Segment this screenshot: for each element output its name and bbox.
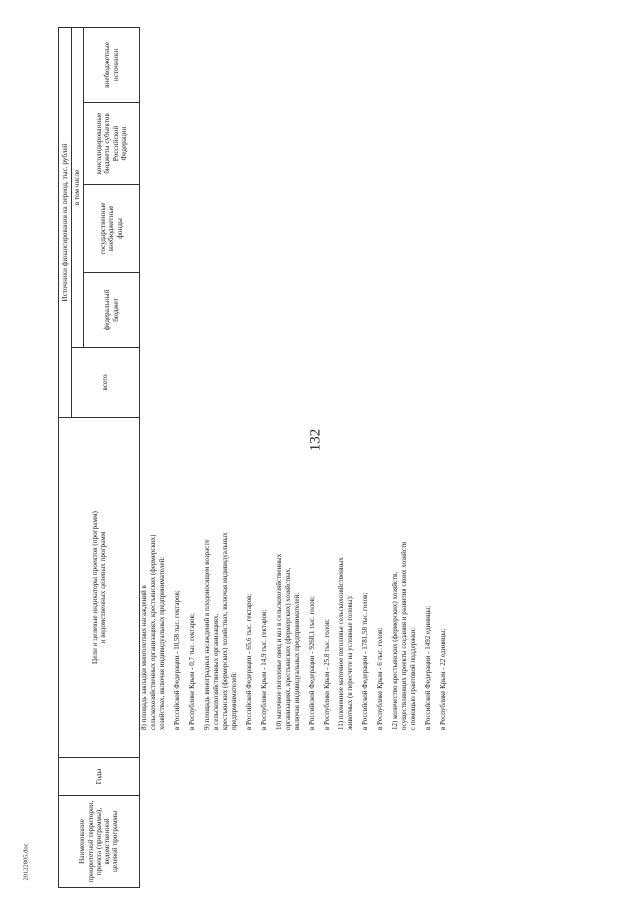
header-regional-line: Российской — [111, 125, 120, 162]
indicator-line: крестьянских (фермерских) хозяйствах, включая индивидуальных — [221, 532, 230, 730]
indicator-item — [260, 400, 269, 730]
header-regional-line: консолидированные — [94, 112, 103, 175]
header-name-line: проекта (программы), — [94, 807, 103, 876]
indicator-line: 9) площадь виноградных насаждений в плодоносящем возрасте — [202, 539, 211, 730]
header-goals-line: и ведомственных целевых программ — [99, 531, 107, 644]
header-name-line: целевой программы — [111, 810, 120, 873]
indicator-item — [337, 400, 355, 730]
header-state-funds — [84, 185, 140, 273]
indicator-line: в Республике Крым - 22 единицы; — [438, 628, 447, 730]
header-name-line: ведомственной — [103, 818, 112, 865]
indicator-line: с помощью грантовой поддержки: — [409, 627, 418, 730]
indicator-line: сельскохозяйственных организациях, крестьянских (фермерских) — [149, 534, 158, 730]
indicator-line: осуществляющих проекты создания и развития своих хозяйств — [399, 541, 408, 730]
header-including: в том числе — [72, 27, 84, 347]
indicator-item — [140, 400, 168, 730]
funding-table-header — [58, 27, 140, 888]
indicator-item — [275, 400, 303, 730]
indicator-line: 11) племенное маточное поголовье сельскохозяйственных — [337, 557, 346, 730]
header-federal — [84, 273, 140, 348]
header-offbudget-line: внебюджетные — [103, 42, 112, 88]
header-regional-line: Федерации — [119, 126, 128, 161]
indicator-line: в Российской Федерации - 1781,58 тыс. голов; — [361, 592, 370, 730]
indicator-line: в Российской Федерации - 65,6 тыс. гектаров; — [245, 593, 254, 730]
header-sources-title: Источники финансирования на период, тыс. рублей — [59, 27, 72, 417]
indicator-line: 10) маточное поголовье овец и коз в сельскохозяйственных — [274, 553, 283, 730]
page-number: 132 — [307, 428, 324, 452]
indicator-item — [188, 400, 197, 730]
header-name — [59, 796, 140, 888]
indicator-item — [245, 400, 254, 730]
indicator-item — [361, 400, 370, 730]
indicator-line: в Российской Федерации - 1492 единицы; — [423, 605, 432, 730]
indicator-item — [439, 400, 448, 730]
header-offbudget-line: источники — [111, 48, 120, 82]
indicator-line: в Республике Крым - 0,7 тыс. гектаров; — [187, 613, 196, 730]
indicator-line: в Российской Федерации - 10,58 тыс. гектаров; — [173, 590, 182, 730]
indicator-item — [376, 400, 385, 730]
header-goals-line: Цели и целевые индикаторы проектов (программ) — [90, 511, 99, 664]
header-federal-line: федеральный — [103, 289, 112, 331]
header-years: Годы — [59, 758, 140, 796]
indicator-line: организациях, крестьянских (фермерских) хозяйствах, — [283, 567, 292, 730]
indicator-item — [424, 400, 433, 730]
indicator-line: предпринимателей: — [230, 671, 239, 730]
indicator-item — [323, 400, 332, 730]
table-header-region — [58, 28, 140, 888]
indicator-line: включая индивидуальных предпринимателей: — [293, 592, 302, 730]
indicator-line: 8) площадь закладки многолетних насаждений в — [140, 585, 148, 730]
header-regional-line: бюджеты субъектов — [103, 113, 112, 174]
indicator-line: хозяйствах, включая индивидуальных предпринимателей: — [158, 556, 167, 730]
header-goals — [59, 418, 140, 758]
indicator-item — [391, 400, 419, 730]
indicator-line: в Российской Федерации - 9268,1 тыс. голов; — [307, 596, 316, 730]
indicator-item — [203, 400, 240, 730]
indicator-line: в сельскохозяйственных организациях, — [211, 613, 220, 730]
indicator-line: в Республике Крым - 6 тыс. голов; — [375, 627, 384, 730]
indicator-item — [308, 400, 317, 730]
indicator-line: 12) количество крестьянских (фермерских) хозяйств, — [390, 571, 399, 730]
indicator-line: в Республике Крым - 14,9 тыс. гектаров; — [259, 609, 268, 730]
header-state-funds-line: внебюджетные — [107, 205, 116, 252]
header-state-funds-line: государственные — [99, 202, 108, 255]
table-body-region — [140, 368, 447, 888]
indicator-line: в Республике Крым - 25,8 тыс. голов; — [322, 619, 331, 730]
header-name-line: Наименование — [78, 819, 87, 864]
indicator-line: животных (в пересчете на условные головы): — [346, 595, 355, 730]
header-name-line: приоритетной территории, — [86, 800, 95, 883]
indicator-list — [140, 400, 453, 730]
header-regional — [84, 103, 140, 185]
header-offbudget — [84, 27, 140, 102]
footer-filename: 20122805.doc — [22, 843, 30, 881]
header-total: всего — [72, 348, 140, 418]
header-state-funds-line: фонды — [115, 218, 124, 239]
header-federal-line: бюджет — [111, 298, 120, 322]
indicator-item — [173, 400, 182, 730]
